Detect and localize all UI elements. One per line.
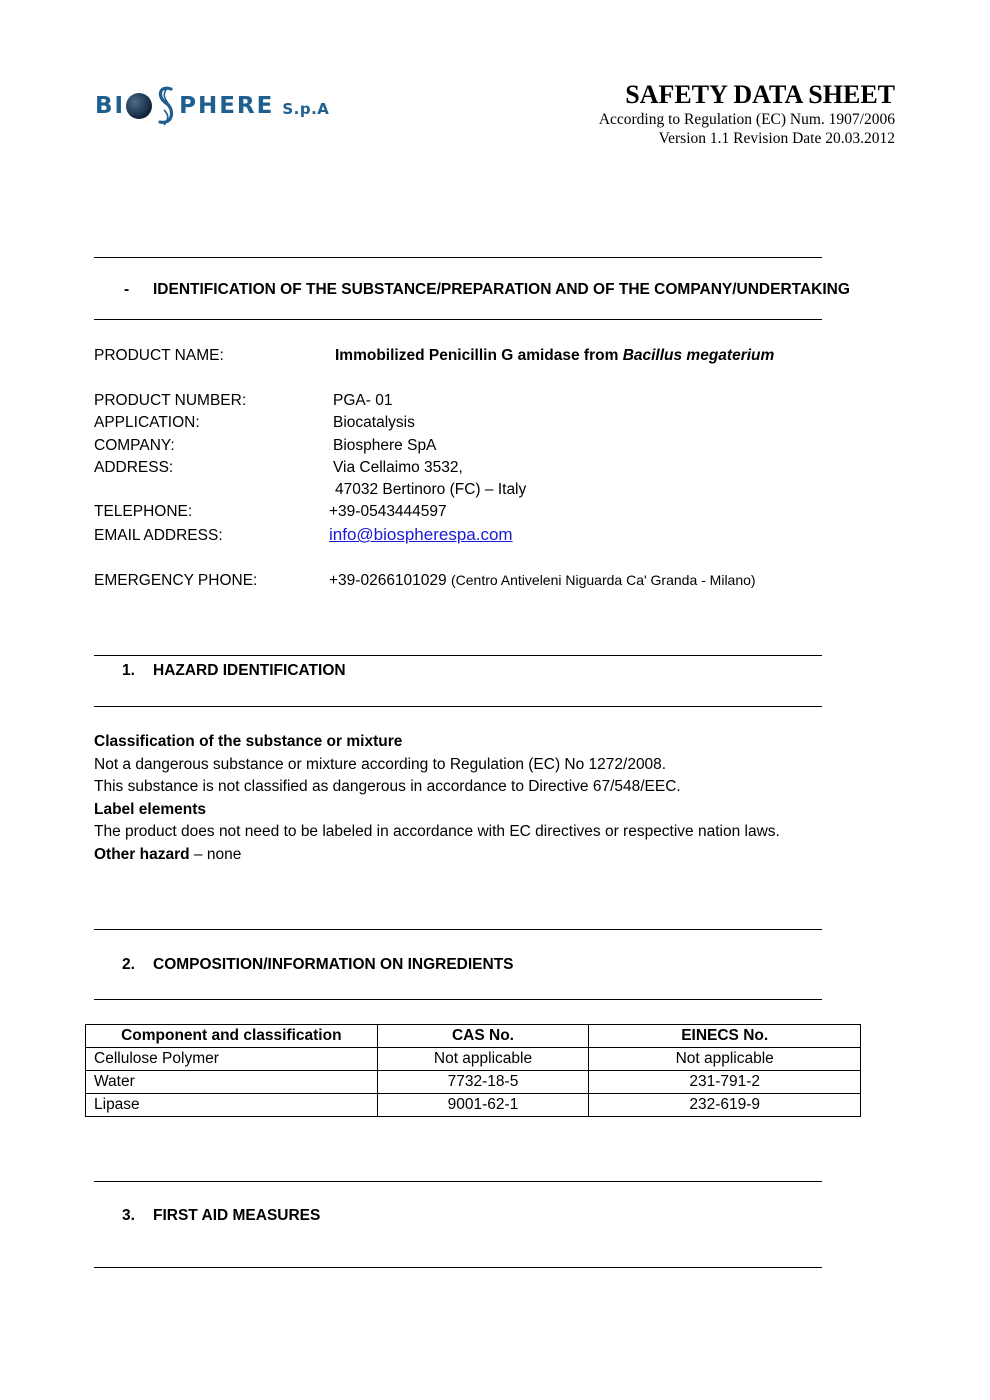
- composition-table: [85, 1024, 861, 1117]
- other-hazard-text: – none: [189, 845, 242, 863]
- document-header: [599, 80, 895, 148]
- logo-text-suffix: PHERE: [179, 93, 275, 119]
- address-label: ADDRESS:: [94, 459, 174, 476]
- section-divider: [94, 706, 822, 707]
- product-name-label: PRODUCT NAME:: [94, 347, 224, 364]
- section-title-identification: IDENTIFICATION OF THE SUBSTANCE/PREPARATION AND OF THE COMPANY/UNDERTAKING: [153, 281, 850, 298]
- table-cell: 9001-62-1: [377, 1094, 589, 1117]
- table-header: EINECS No.: [589, 1025, 861, 1048]
- classification-line2: This substance is not classified as dangerous in accordance to Directive 67/548/EEC.: [94, 778, 681, 795]
- telephone-value: +39-0543444597: [329, 503, 447, 520]
- other-hazard-heading: Other hazard: [94, 845, 190, 863]
- section-title-hazard: HAZARD IDENTIFICATION: [153, 662, 346, 679]
- table-cell: Not applicable: [377, 1048, 589, 1071]
- product-number-value: PGA- 01: [333, 392, 393, 409]
- email-link[interactable]: info@biospherespa.com: [329, 525, 513, 544]
- document-title: SAFETY DATA SHEET: [625, 80, 895, 109]
- address-line2: 47032 Bertinoro (FC) – Italy: [335, 481, 527, 498]
- section-title-first-aid: FIRST AID MEASURES: [153, 1207, 321, 1224]
- classification-heading: Classification of the substance or mixture: [94, 733, 403, 750]
- company-label: COMPANY:: [94, 437, 175, 454]
- table-row: [86, 1048, 861, 1071]
- section-title-composition: COMPOSITION/INFORMATION ON INGREDIENTS: [153, 956, 514, 973]
- label-elements-text: The product does not need to be labeled in accordance with EC directives or respective nation laws.: [94, 823, 780, 840]
- table-cell: Not applicable: [589, 1048, 861, 1071]
- section-number: -: [124, 281, 130, 298]
- logo-text-prefix: BI: [95, 93, 126, 119]
- table-cell: Cellulose Polymer: [86, 1048, 378, 1071]
- section-divider: [94, 1181, 822, 1182]
- logo-s-swirl-icon: [155, 83, 177, 129]
- table-cell: Lipase: [86, 1094, 378, 1117]
- section-number: 1.: [122, 662, 135, 679]
- table-header: CAS No.: [377, 1025, 589, 1048]
- company-logo: [95, 80, 329, 132]
- table-row: [86, 1071, 861, 1094]
- product-name-value: Immobilized Penicillin G amidase from Bacillus megaterium: [335, 347, 775, 364]
- section-number: 2.: [122, 956, 135, 973]
- emergency-phone-value: +39-0266101029 (Centro Antiveleni Niguarda Ca' Granda - Milano): [329, 572, 756, 589]
- section-divider: [94, 1267, 822, 1268]
- table-row: [86, 1094, 861, 1117]
- label-elements-heading: Label elements: [94, 800, 206, 818]
- table-header-row: [86, 1025, 861, 1048]
- other-hazard: [94, 844, 780, 867]
- application-value: Biocatalysis: [333, 414, 415, 431]
- logo-spa: S.p.A: [282, 100, 330, 118]
- emergency-phone-note: (Centro Antiveleni Niguarda Ca' Granda - Milano): [450, 572, 756, 588]
- regulation-text: According to Regulation (EC) Num. 1907/2006: [598, 111, 895, 128]
- hazard-content: [94, 731, 780, 866]
- section-divider: [94, 257, 822, 258]
- product-number-label: PRODUCT NUMBER:: [94, 392, 247, 409]
- section-number: 3.: [122, 1207, 135, 1224]
- table-cell: 231-791-2: [589, 1071, 861, 1094]
- company-value: Biosphere SpA: [333, 437, 437, 454]
- telephone-label: TELEPHONE:: [94, 503, 193, 520]
- section-divider: [94, 929, 822, 930]
- table-header: Component and classification: [86, 1025, 378, 1048]
- product-species: Bacillus megaterium: [622, 347, 775, 364]
- logo-sphere-icon: [126, 93, 152, 119]
- section-divider: [94, 319, 822, 320]
- emergency-phone-label: EMERGENCY PHONE:: [94, 572, 258, 589]
- table-cell: 7732-18-5: [377, 1071, 589, 1094]
- section-divider: [94, 655, 822, 656]
- classification-line1: Not a dangerous substance or mixture according to Regulation (EC) No 1272/2008.: [94, 755, 667, 773]
- table-cell: 232-619-9: [589, 1094, 861, 1117]
- address-line1: Via Cellaimo 3532,: [333, 459, 463, 476]
- email-label: EMAIL ADDRESS:: [94, 527, 223, 544]
- table-cell: Water: [86, 1071, 378, 1094]
- version-text: Version 1.1 Revision Date 20.03.2012: [658, 130, 895, 147]
- application-label: APPLICATION:: [94, 414, 200, 431]
- section-divider: [94, 999, 822, 1000]
